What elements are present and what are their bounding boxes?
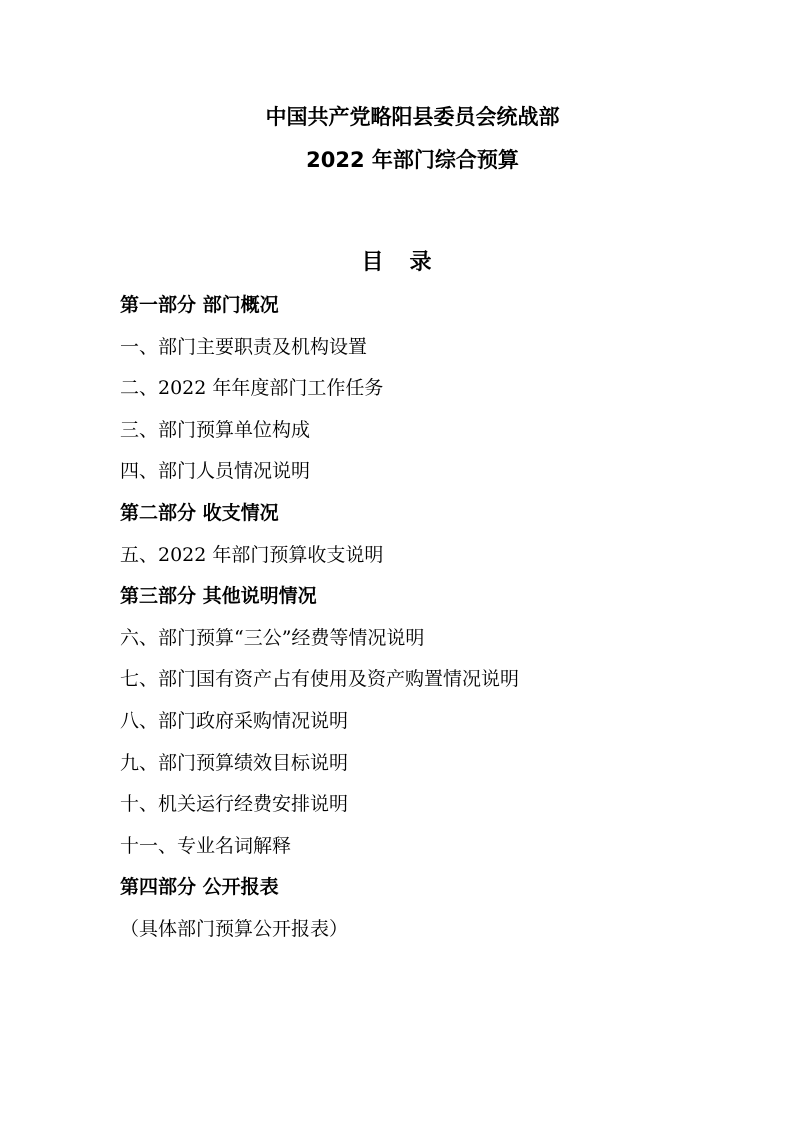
toc-item: 五、2022 年部门预算收支说明: [120, 543, 384, 566]
toc-part-2: 第二部分 收支情况: [120, 501, 279, 524]
toc-item: 一、部门主要职责及机构设置: [120, 335, 368, 358]
document-title: 中国共产党略阳县委员会统战部: [265, 105, 560, 129]
document-subtitle: 2022 年部门综合预算: [306, 148, 519, 172]
toc-part-4: 第四部分 公开报表: [120, 876, 279, 899]
toc-item: 十一、专业名词解释: [120, 834, 292, 857]
toc-item: 十、机关运行经费安排说明: [120, 793, 349, 816]
toc-note: （具体部门预算公开报表）: [120, 917, 349, 940]
toc-item: 六、部门预算“三公”经费等情况说明: [120, 626, 425, 649]
toc-part-1: 第一部分 部门概况: [120, 294, 279, 316]
toc-item: 二、2022 年年度部门工作任务: [120, 377, 384, 400]
toc-item: 九、部门预算绩效目标说明: [120, 751, 349, 774]
toc-item: 八、部门政府采购情况说明: [120, 709, 349, 732]
toc-item: 四、部门人员情况说明: [120, 460, 311, 483]
toc-part-3: 第三部分 其他说明情况: [120, 585, 317, 608]
table-of-contents: [120, 289, 680, 955]
toc-heading: 目录: [361, 250, 458, 275]
toc-item: 三、部门预算单位构成: [120, 418, 311, 441]
toc-item: 七、部门国有资产占有使用及资产购置情况说明: [120, 668, 520, 691]
